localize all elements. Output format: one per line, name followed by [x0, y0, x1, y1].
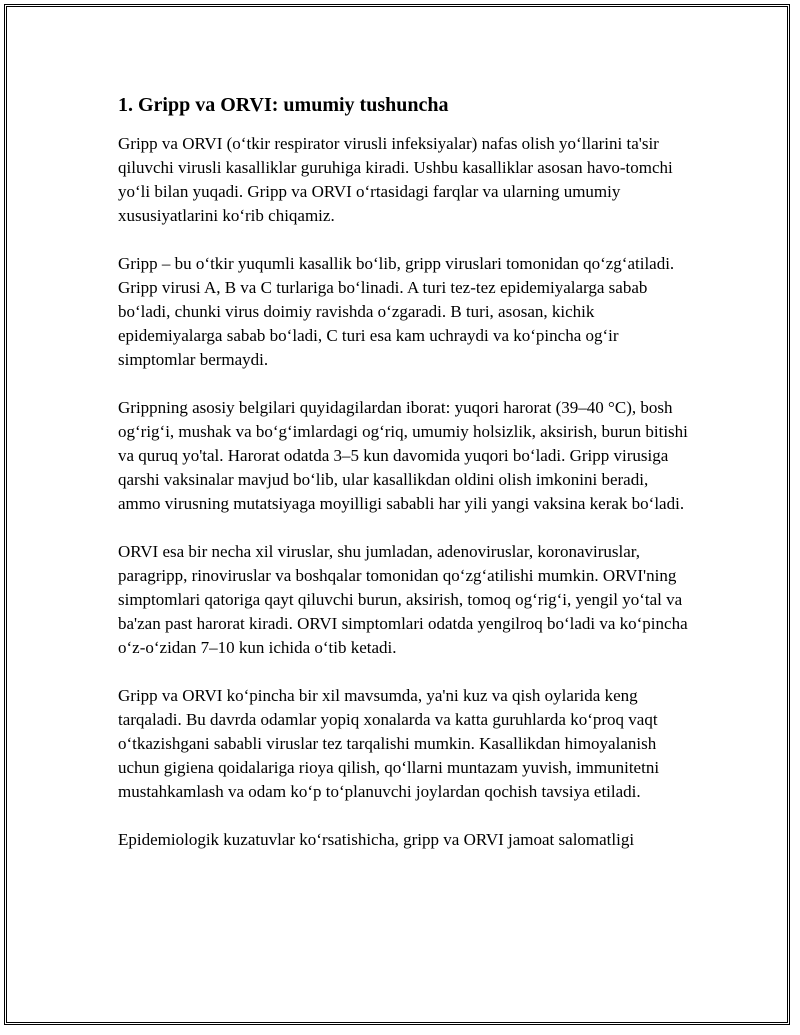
paragraph-season: Gripp va ORVI ko‘pincha bir xil mavsumda, ya'ni kuz va qish oylarida keng tarqaladi. Bu davrda odamlar yopiq xonalarda va katta guruhlarda ko‘proq vaqt o‘tkazishgani sababli viruslar tez tarqalishi mumkin. Kasallikdan himoyalanish uchun gigiena qoidalariga rioya qilish, qo‘llarni muntazam yuvish, immunitetni mustahkamlash va odam ko‘p to‘planuvchi joylardan qochish tavsiya etiladi.: [118, 686, 660, 801]
paragraph-influenza: Gripp – bu o‘tkir yuqumli kasallik bo‘lib, gripp viruslari tomonidan qo‘zg‘atiladi. Gripp virusi A, B va C turlariga bo‘linadi. A turi tez-tez epidemiyalarga sabab bo‘ladi, chunki virus doimiy ravishda o‘zgaradi. B turi, asosan, kichik epidemiyalarga sabab bo‘ladi, C turi esa kam uchraydi va ko‘pincha og‘ir simptomlar bermaydi.: [118, 254, 675, 369]
document-body: [118, 92, 688, 876]
section-heading: 1. Gripp va ORVI: umumiy tushuncha: [118, 94, 449, 116]
paragraph-intro: Gripp va ORVI (o‘tkir respirator virusli infeksiyalar) nafas olish yo‘llarini ta'sir qiluvchi virusli kasalliklar guruhiga kiradi. Ushbu kasalliklar asosan havo-tomchi yo‘li bilan yuqadi. Gripp va ORVI o‘rtasidagi farqlar va ularning umumiy xususiyatlarini ko‘rib chiqamiz.: [118, 134, 673, 225]
paragraph-influenza-symptoms: Grippning asosiy belgilari quyidagilardan iborat: yuqori harorat (39–40 °C), bosh og‘rig‘i, mushak va bo‘g‘imlardagi og‘riq, umumiy holsizlik, aksirish, burun bitishi va quruq yo'tal. Harorat odatda 3–5 kun davomida yuqori bo‘ladi. Gripp virusiga qarshi vaksinalar mavjud bo‘lib, ular kasallikdan oldini olish imkonini beradi, ammo virusning mutatsiyaga moyilligi sababli har yili yangi vaksina kerak bo‘ladi.: [118, 398, 688, 513]
paragraph-epidemiology: Epidemiologik kuzatuvlar ko‘rsatishicha, gripp va ORVI jamoat salomatligi: [118, 830, 635, 849]
paragraph-orvi: ORVI esa bir necha xil viruslar, shu jumladan, adenoviruslar, koronaviruslar, paragripp, rinoviruslar va boshqalar tomonidan qo‘zg‘atilishi mumkin. ORVI'ning simptomlari qatoriga qayt qiluvchi burun, aksirish, tomoq og‘rig‘i, yengil yo‘tal va ba'zan past harorat kiradi. ORVI simptomlari odatda yengilroq bo‘ladi va ko‘pincha o‘z-o‘zidan 7–10 kun ichida o‘tib ketadi.: [118, 542, 688, 657]
